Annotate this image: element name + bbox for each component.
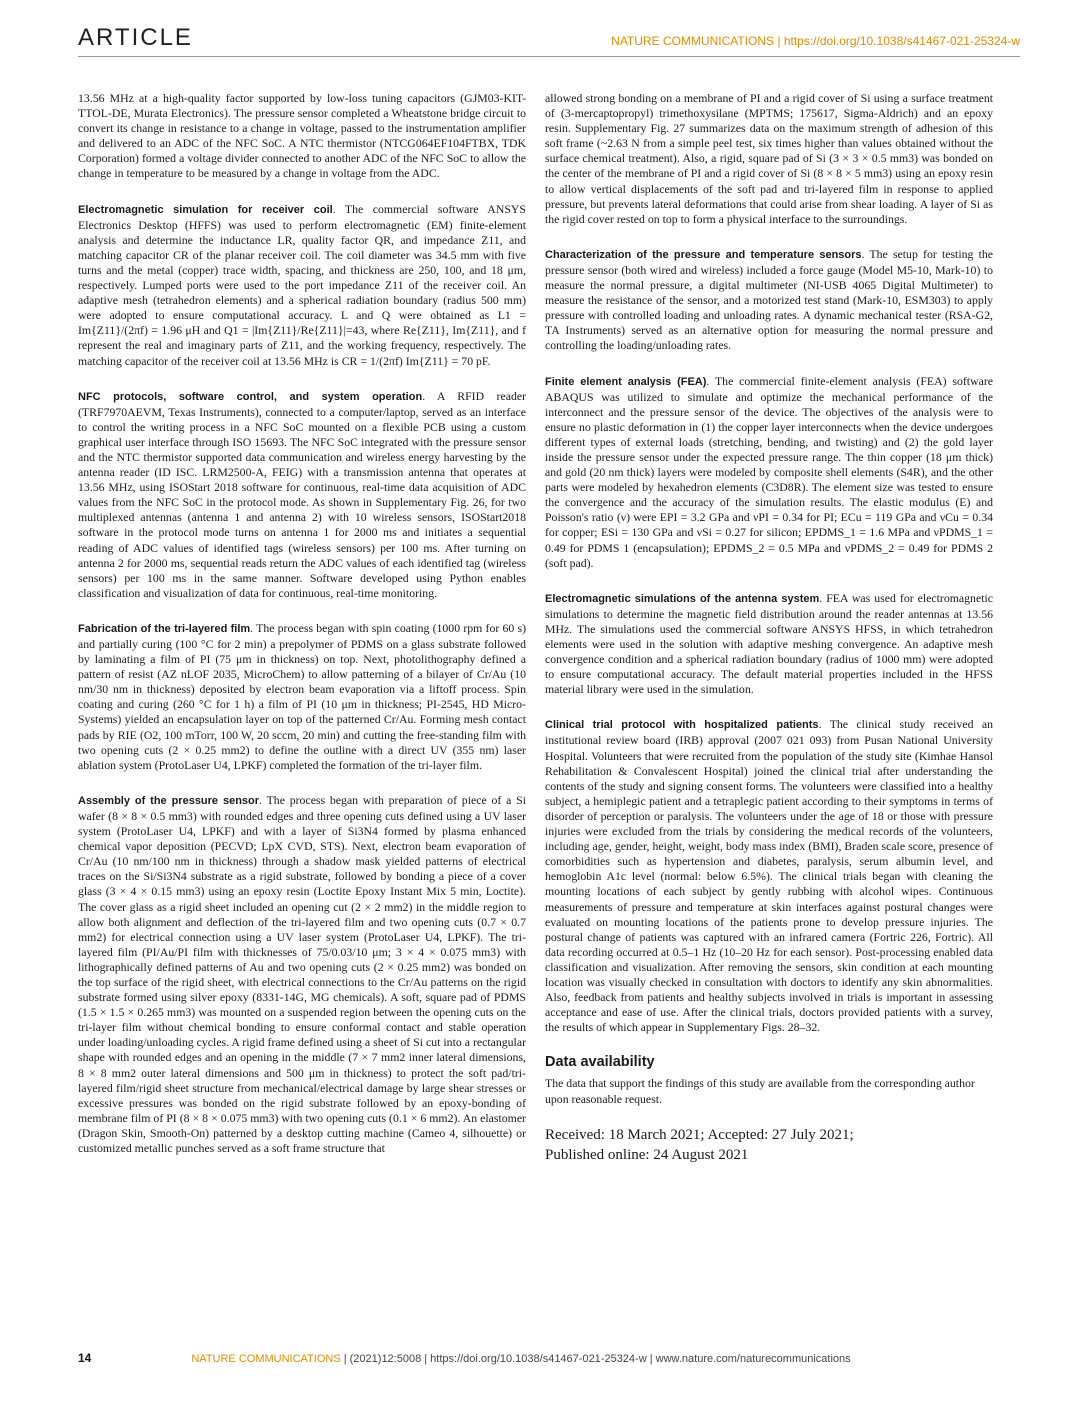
section-assembly	[78, 793, 526, 1156]
right-column	[545, 91, 993, 1165]
page-number: 14	[78, 1351, 92, 1365]
published-line: Published online: 24 August 2021	[545, 1146, 749, 1163]
header-rule	[78, 56, 1020, 57]
paragraph-continuation-left: 13.56 MHz at a high-quality factor supported by low-loss tuning capacitors (GJM03-KIT-TTOL-DE, Murata Electronics). The pressure sensor completed a Wheatstone bridge circuit to convert its change in resistance to a change in voltage, passed to the instrumentation amplifier and delivered to an ADC of the NFC SoC. A NTC thermistor (NTCG064EF104FTBX, TDK Corporation) formed a voltage divider connected to another ADC of the NFC SoC to allow the change in temperature to be measured by a change in voltage from the ADC.	[78, 91, 526, 181]
header-journal-ref[interactable]: NATURE COMMUNICATIONS | https://doi.org/10.1038/s41467-021-25324-w	[611, 34, 1020, 48]
data-availability-text: The data that support the findings of this study are available from the corresponding author upon reasonable request.	[545, 1076, 975, 1106]
section-body-em-antenna: . FEA was used for electromagnetic simulations to determine the magnetic field distribution around the reader antennas at 13.56 MHz. The simulations used the commercial software ANSYS HFSS, in which tetrahedron elements were used in the solution with adaptive meshing convergence. An adaptive mesh convergence condition and a spherical radiation boundary (radius of 1000 mm) were adopted to ensure computational accuracy. The default material properties included in the HFSS material library were used in the simulation.	[545, 590, 993, 697]
section-body-fea: . The commercial finite-element analysis (FEA) software ABAQUS was utilized to simulate and optimize the mechanical performance of the interconnect and the pressure sensor of the device. The objectives of the analysis were to ensure no plastic deformation in (1) the copper layer interconnects when the device undergoes different types of external loads (stretching, bending, and twisting) and (2) the gold layer inside the pressure sensor under the expected pressure range. The thin copper (18 μm thick) and gold (20 nm thick) layers were modeled by composite shell elements (S4R), and the other parts were modeled by hexahedron elements (C3D8R). The element size was tested to ensure the convergence and the accuracy of the simulation results. The elastic modulus (E) and Poisson's ratio (ν) were EPI = 3.2 GPa and νPI = 0.34 for PI; ECu = 119 GPa and νCu = 0.34 for copper; ESi = 130 GPa and νSi = 0.27 for silicon; EPDMS_1 = 1.6 MPa and νPDMS_1 = 0.49 for PDMS 1 (encapsulation); EPDMS_2 = 0.5 MPa and νPDMS_2 = 0.49 for PDMS 2 (soft pad).	[545, 373, 993, 570]
section-title-assembly: Assembly of the pressure sensor	[78, 794, 260, 807]
received-accepted-line: Received: 18 March 2021; Accepted: 27 July 2021;	[545, 1126, 854, 1143]
section-nfc	[78, 389, 526, 601]
section-fabrication	[78, 621, 526, 773]
paragraph-continuation-right: allowed strong bonding on a membrane of PI and a rigid cover of Si using a surface treatment of (3-mercaptopropyl) trimethoxysilane (MPTMS; 175617, Sigma-Aldrich) and an epoxy resin. Supplementary Fig. 27 summarizes data on the maximum strength of adhesion of this soft frame (~2.63 N from a simple peel test, six times higher than values obtained without the surface chemical treatment). Also, a rigid, square pad of Si (3 × 3 × 0.5 mm3) was bonded on the center of the membrane of PI and a rigid cover of Si (8 × 8 × 5 mm3) using an epoxy resin to allow vertical displacements of the soft pad and tri-layered film in response to applied pressure, but prevents lateral deformations that could arise from shear loading. A layer of Si as the rigid cover rested on top to form a physical interface to the surroundings.	[545, 91, 993, 226]
section-title-nfc: NFC protocols, software control, and system operation	[78, 390, 423, 403]
section-title-fea: Finite element analysis (FEA)	[545, 375, 707, 388]
section-body-em-receiver: . The commercial software ANSYS Electronics Desktop (HFFS) was used to perform electromagnetic (EM) finite-element analysis and determine the inductance LR, quality factor QR, and impedance Z11, and matching capacitor CR of the planar receiver coil. The coil diameter was 34.5 mm with five turns and the metal (copper) trace width, spacing, and thickness are 250, 100, and 18 μm, respectively. Lumped ports were used to the port impedance Z11 of the receiver coil. An adaptive mesh (tetrahedron elements) and a spherical radiation boundary (radius 500 mm) were adopted to ensure computational accuracy. L and Q were obtained as L1 = Im{Z11}/(2πf) = 1.96 μH and Q1 = |Im{Z11}/Re{Z11}|=43, where Re{Z11}, Im{Z11}, and f represent the real and imaginary parts of Z11, and the working frequency, respectively. The matching capacitor of the receiver coil at 13.56 MHz is CR = 1/(2πf) Im{Z11} = 70 pF.	[78, 201, 526, 368]
section-body-assembly: . The process began with preparation of piece of a Si wafer (8 × 8 × 0.5 mm3) with rounded edges and three opening cuts defined using a UV laser system (ProtoLaser U4, LPKF) and with a layer of Si3N4 formed by plasma enhanced chemical vapor deposition (PECVD; LpX CVD, STS). Next, electron beam evaporation of Cr/Au (10 nm/100 nm in thickness) through a shadow mask yielded patterns of electrical traces on the Si/Si3N4 substrate as a rigid substrate, followed by bonding a piece of a cover glass (3 × 4 × 0.15 mm3) using an epoxy resin (Loctite Epoxy Instant Mix 5 min, Loctite). The cover glass as a rigid sheet included an opening cut (2 × 2 mm2) in the middle region to allow both alignment and deflection of the tri-layered film and two opening cuts (0.7 × 0.7 mm2) for electrical connection using a UV laser system (ProtoLaser U4, LPKF). The tri-layered film (PI/Au/PI film with thicknesses of 75/0.03/10 μm; 3 × 4 × 0.075 mm3) with lithographically defined patterns of Au and two opening cuts (2 × 0.25 mm2) was bonded on the top surface of the rigid sheet, with electrical connections to the Cr/Au patterns on the rigid substrate formed using silver epoxy (8331-14G, MG chemicals). A soft, square pad of PDMS (1.5 × 1.5 × 0.265 mm3) was mounted on a suspended region between the opening cuts on the tri-layer film without chemical bonding to ensure conformal contact and stable operation under loading/unloading cycles. A rigid frame defined using a sheet of Si cut into a rectangular shape with rounded edges and an opening in the middle (7 × 7 mm2 inner lateral dimensions, 8 × 8 mm2 outer lateral dimensions and 500 μm in thickness) to protect the soft pad/tri-layered film/rigid sheet structure from mechanical/electrical damage by large shear stresses or excessive pressures was bonded on the rigid substrate followed by an epoxy-bonding of membrane film of PI (8 × 8 × 0.075 mm3) with two opening cuts (0.1 × 6 mm2). An elastomer (Dragon Skin, Smooth-On) patterned by a desktop cutting machine (Cameo 4, silhouette) or customized metallic punches served as a soft frame structure that	[78, 792, 526, 1155]
footer-journal[interactable]: NATURE COMMUNICATIONS	[191, 1353, 341, 1365]
section-fea	[545, 374, 993, 571]
section-body-clinical: . The clinical study received an institutional review board (IRB) approval (2007 021 093) from Pusan National University Hospital. Volunteers that were recruited from the population of the study site (Kimhae Hansol Rehabilitation & Convalescent Hospital) joined the clinical trial after understanding the contents of the study and signing consent forms. The volunteers were classified into a healthy subject, a hemiplegic patient and a tetraplegic patient according to their symptoms in terms of disorder of perception or paralysis. The volunteers under the age of 18 or those with pressure injuries were excluded from the trials by considering the medical records of the volunteers, including age, gender, height, weight, body mass index (BMI), Braden scale score, presence of comorbidities such as hypertension and diabetes, paralysis, serum albumin level, and hemoglobin A1c level (normal: below 6.5%). The clinical trials began with cleaning the mounting locations of each subject by gently rubbing with alcohol wipes. Continuous measurements of pressure and temperature at skin interfaces against postural changes were evaluated on mounting locations of the patients prone to develop pressure injuries. The postural change of patients was captured with an infrared camera (Fortric 226, Fortric). All data recording occurred at 0.5–1 Hz (10–20 Hz for each sensor). Post-processing enabled data classification and visualization. After removing the sensors, skin condition at each mounting location was visually checked in consultation with doctors to identify any skin abnormalities. Also, feedback from patients and healthy subjects involved in trials is important in assessing acceptance and ease of use. After the clinical trials, doctors provided patients with a survey, the results of which appear in Supplementary Figs. 28–32.	[545, 717, 993, 1035]
section-title-characterization: Characterization of the pressure and temperature sensors	[545, 248, 862, 261]
section-em-antenna	[545, 591, 993, 698]
publication-dates	[545, 1125, 993, 1165]
data-availability-heading: Data availability	[545, 1054, 655, 1071]
section-characterization	[545, 247, 993, 354]
section-title-em-receiver: Electromagnetic simulation for receiver coil	[78, 203, 333, 216]
section-body-fabrication: . The process began with spin coating (1000 rpm for 60 s) and partially curing (100 °C for 2 min) a prepolymer of PDMS on a glass substrate followed by laminating a film of PI (75 μm in thickness) on top. Next, photolithography defined a pattern of resist (AZ nLOF 2035, MicroChem) to allow patterning of a bilayer of Cr/Au (10 nm/30 nm in thickness) deposited by electron beam evaporation via a liftoff process. Spin coating and curing (260 °C for 1 h) a film of PI (10 μm in thickness; PI-2545, HD Micro-Systems) yielded an encapsulation layer on top of the patterned Cr/Au. Forming mesh contact pads by RIE (O2, 100 mTorr, 100 W, 20 sccm, 20 min) and cutting the free-standing film with two opening cuts (2 × 0.25 mm2) to define the outline with a direct UV (355 nm) laser ablation system (ProtoLaser U4, LPKF) completed the formation of the tri-layer film.	[78, 620, 527, 772]
section-body-nfc: . A RFID reader (TRF7970AEVM, Texas Instruments), connected to a computer/laptop, served as an interface to control the writing process in a NFC SoC mounted on a flexible PCB using a custom graphical user interface through ISO 15693. The NFC SoC integrated with the pressure sensor and the NTC thermistor supported data communication and wireless energy harvesting by the antenna reader (ID ISC. LRM2500-A, FEIG) with a transmission antenna that operates at 13.56 MHz, using ISOStart 2018 software for continuous, real-time data acquisition of ADC values from the NFC SoC in the protocol mode. As shown in Supplementary Fig. 26, for two multiplexed antennas (antenna 1 and antenna 2) with 10 wireless sensors, ISOStart2018 software in the protocol mode turns on antenna 1 for 2000 ms and initiates a sequential reading of ADC values of identified tags (wireless sensors) per 100 ms. After turning on antenna 2 for 2000 ms, sequential reads return the ADC values of each identified tag (wireless sensors) per 100 ms in the same manner. Software developed using Python enables classification and visualization of data for continuous, real-time monitoring.	[78, 388, 527, 600]
section-title-em-antenna: Electromagnetic simulations of the antenna system	[545, 592, 820, 605]
footer	[78, 1351, 1020, 1365]
left-column	[78, 91, 526, 1176]
section-body-characterization: . The setup for testing the pressure sensor (both wired and wireless) included a force gauge (Model M5-10, Mark-10) to measure the normal pressure, a digital multimeter (NI-USB 4065 Digital Multimeter) to measure the resistance of the sensor, and a motorized test stand (Mark-10, ESM303) to apply pressure with controlled loading and unloading rates. A dynamic mechanical tester (RSA-G2, TA Instruments) served as an alternative option for measuring the normal pressure and controlling the loading/unloading rates.	[545, 246, 994, 353]
section-clinical	[545, 717, 993, 1035]
section-title-fabrication: Fabrication of the tri-layered film	[78, 622, 251, 635]
footer-citation[interactable]: | (2021)12:5008 | https://doi.org/10.1038/s41467-021-25324-w | www.nature.com/naturecommunications	[340, 1353, 851, 1365]
section-em-receiver	[78, 202, 526, 369]
header-article-label: ARTICLE	[78, 24, 193, 51]
section-title-clinical: Clinical trial protocol with hospitalized patients	[545, 719, 819, 732]
